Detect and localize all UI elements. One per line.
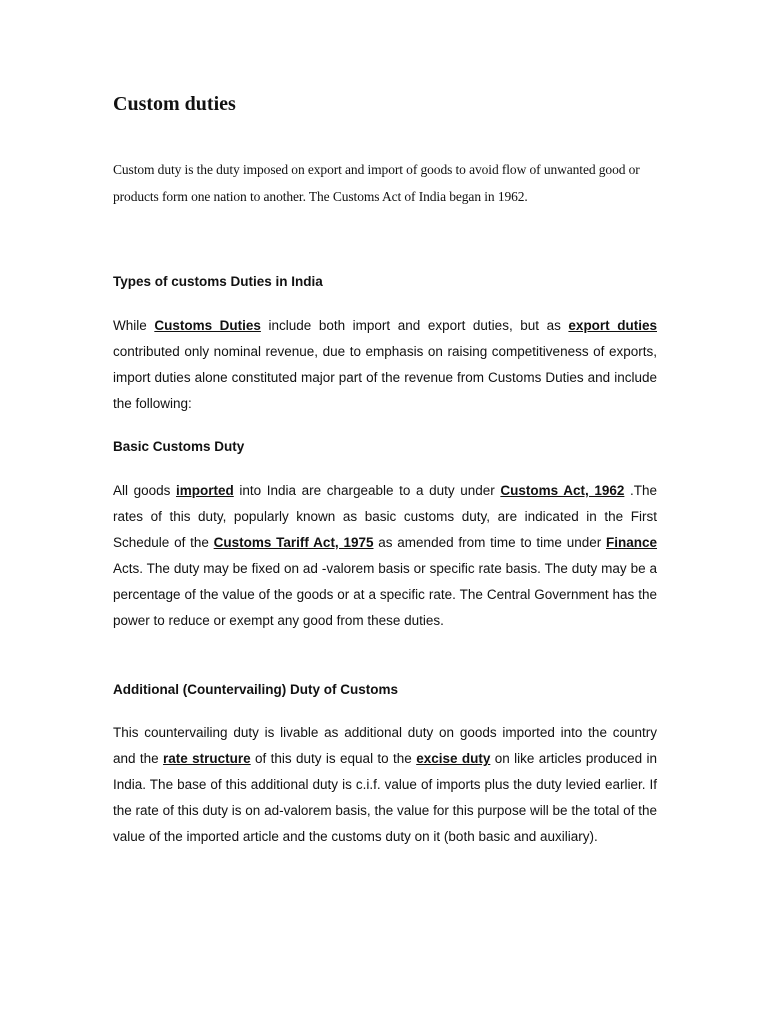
section-paragraph-basic <box>113 478 657 634</box>
text-run: on like articles produced in India. The base of this additional duty is c.i.f. value of imports plus the duty levied earlier. If the rate of this duty is on ad-valorem basis, the value for this purpose will be the total of the value of the imported article and the customs duty on it (both basic and auxiliary). <box>113 751 657 844</box>
link-imported[interactable]: imported <box>176 483 234 498</box>
section-heading-basic: Basic Customs Duty <box>113 439 245 454</box>
link-customs-tariff-act[interactable]: Customs Tariff Act, 1975 <box>213 535 374 550</box>
section-paragraph-additional <box>113 720 657 850</box>
link-rate-structure[interactable]: rate structure <box>163 751 251 766</box>
text-run: Acts. The duty may be fixed on ad -valorem basis or specific rate basis. The duty may be a percentage of the value of the goods or at a specific rate. The Central Government has the power to reduce or exempt any good from these duties. <box>113 561 657 628</box>
text-run: of this duty is equal to the <box>250 751 417 766</box>
document-title: Custom duties <box>113 93 236 115</box>
text-run: This countervailing duty is livable as additional duty on goods imported into the country and the <box>113 725 657 766</box>
link-finance[interactable]: Finance <box>606 535 658 550</box>
text-run: include both import and export duties, but as <box>260 318 569 333</box>
link-customs-duties[interactable]: Customs Duties <box>154 318 261 333</box>
section-paragraph-types <box>113 313 657 417</box>
link-customs-act-1962[interactable]: Customs Act, 1962 <box>500 483 625 498</box>
text-run: into India are chargeable to a duty under <box>233 483 501 498</box>
text-run: All goods <box>113 483 176 498</box>
link-export-duties[interactable]: export duties <box>568 318 657 333</box>
text-run: as amended from time to time under <box>373 535 606 550</box>
link-excise-duty[interactable]: excise duty <box>416 751 491 766</box>
text-run: contributed only nominal revenue, due to emphasis on raising competitiveness of exports, import duties alone constituted major part of the revenue from Customs Duties and include the following: <box>113 344 657 411</box>
section-heading-additional: Additional (Countervailing) Duty of Customs <box>113 682 398 697</box>
text-run: .The rates of this duty, popularly known as basic customs duty, are indicated in the First Schedule of the <box>113 483 658 550</box>
intro-paragraph: Custom duty is the duty imposed on export and import of goods to avoid flow of unwanted good or products form one nation to another. The Customs Act of India began in 1962. <box>113 162 640 204</box>
section-heading-types: Types of customs Duties in India <box>113 274 323 289</box>
text-run: While <box>113 318 155 333</box>
